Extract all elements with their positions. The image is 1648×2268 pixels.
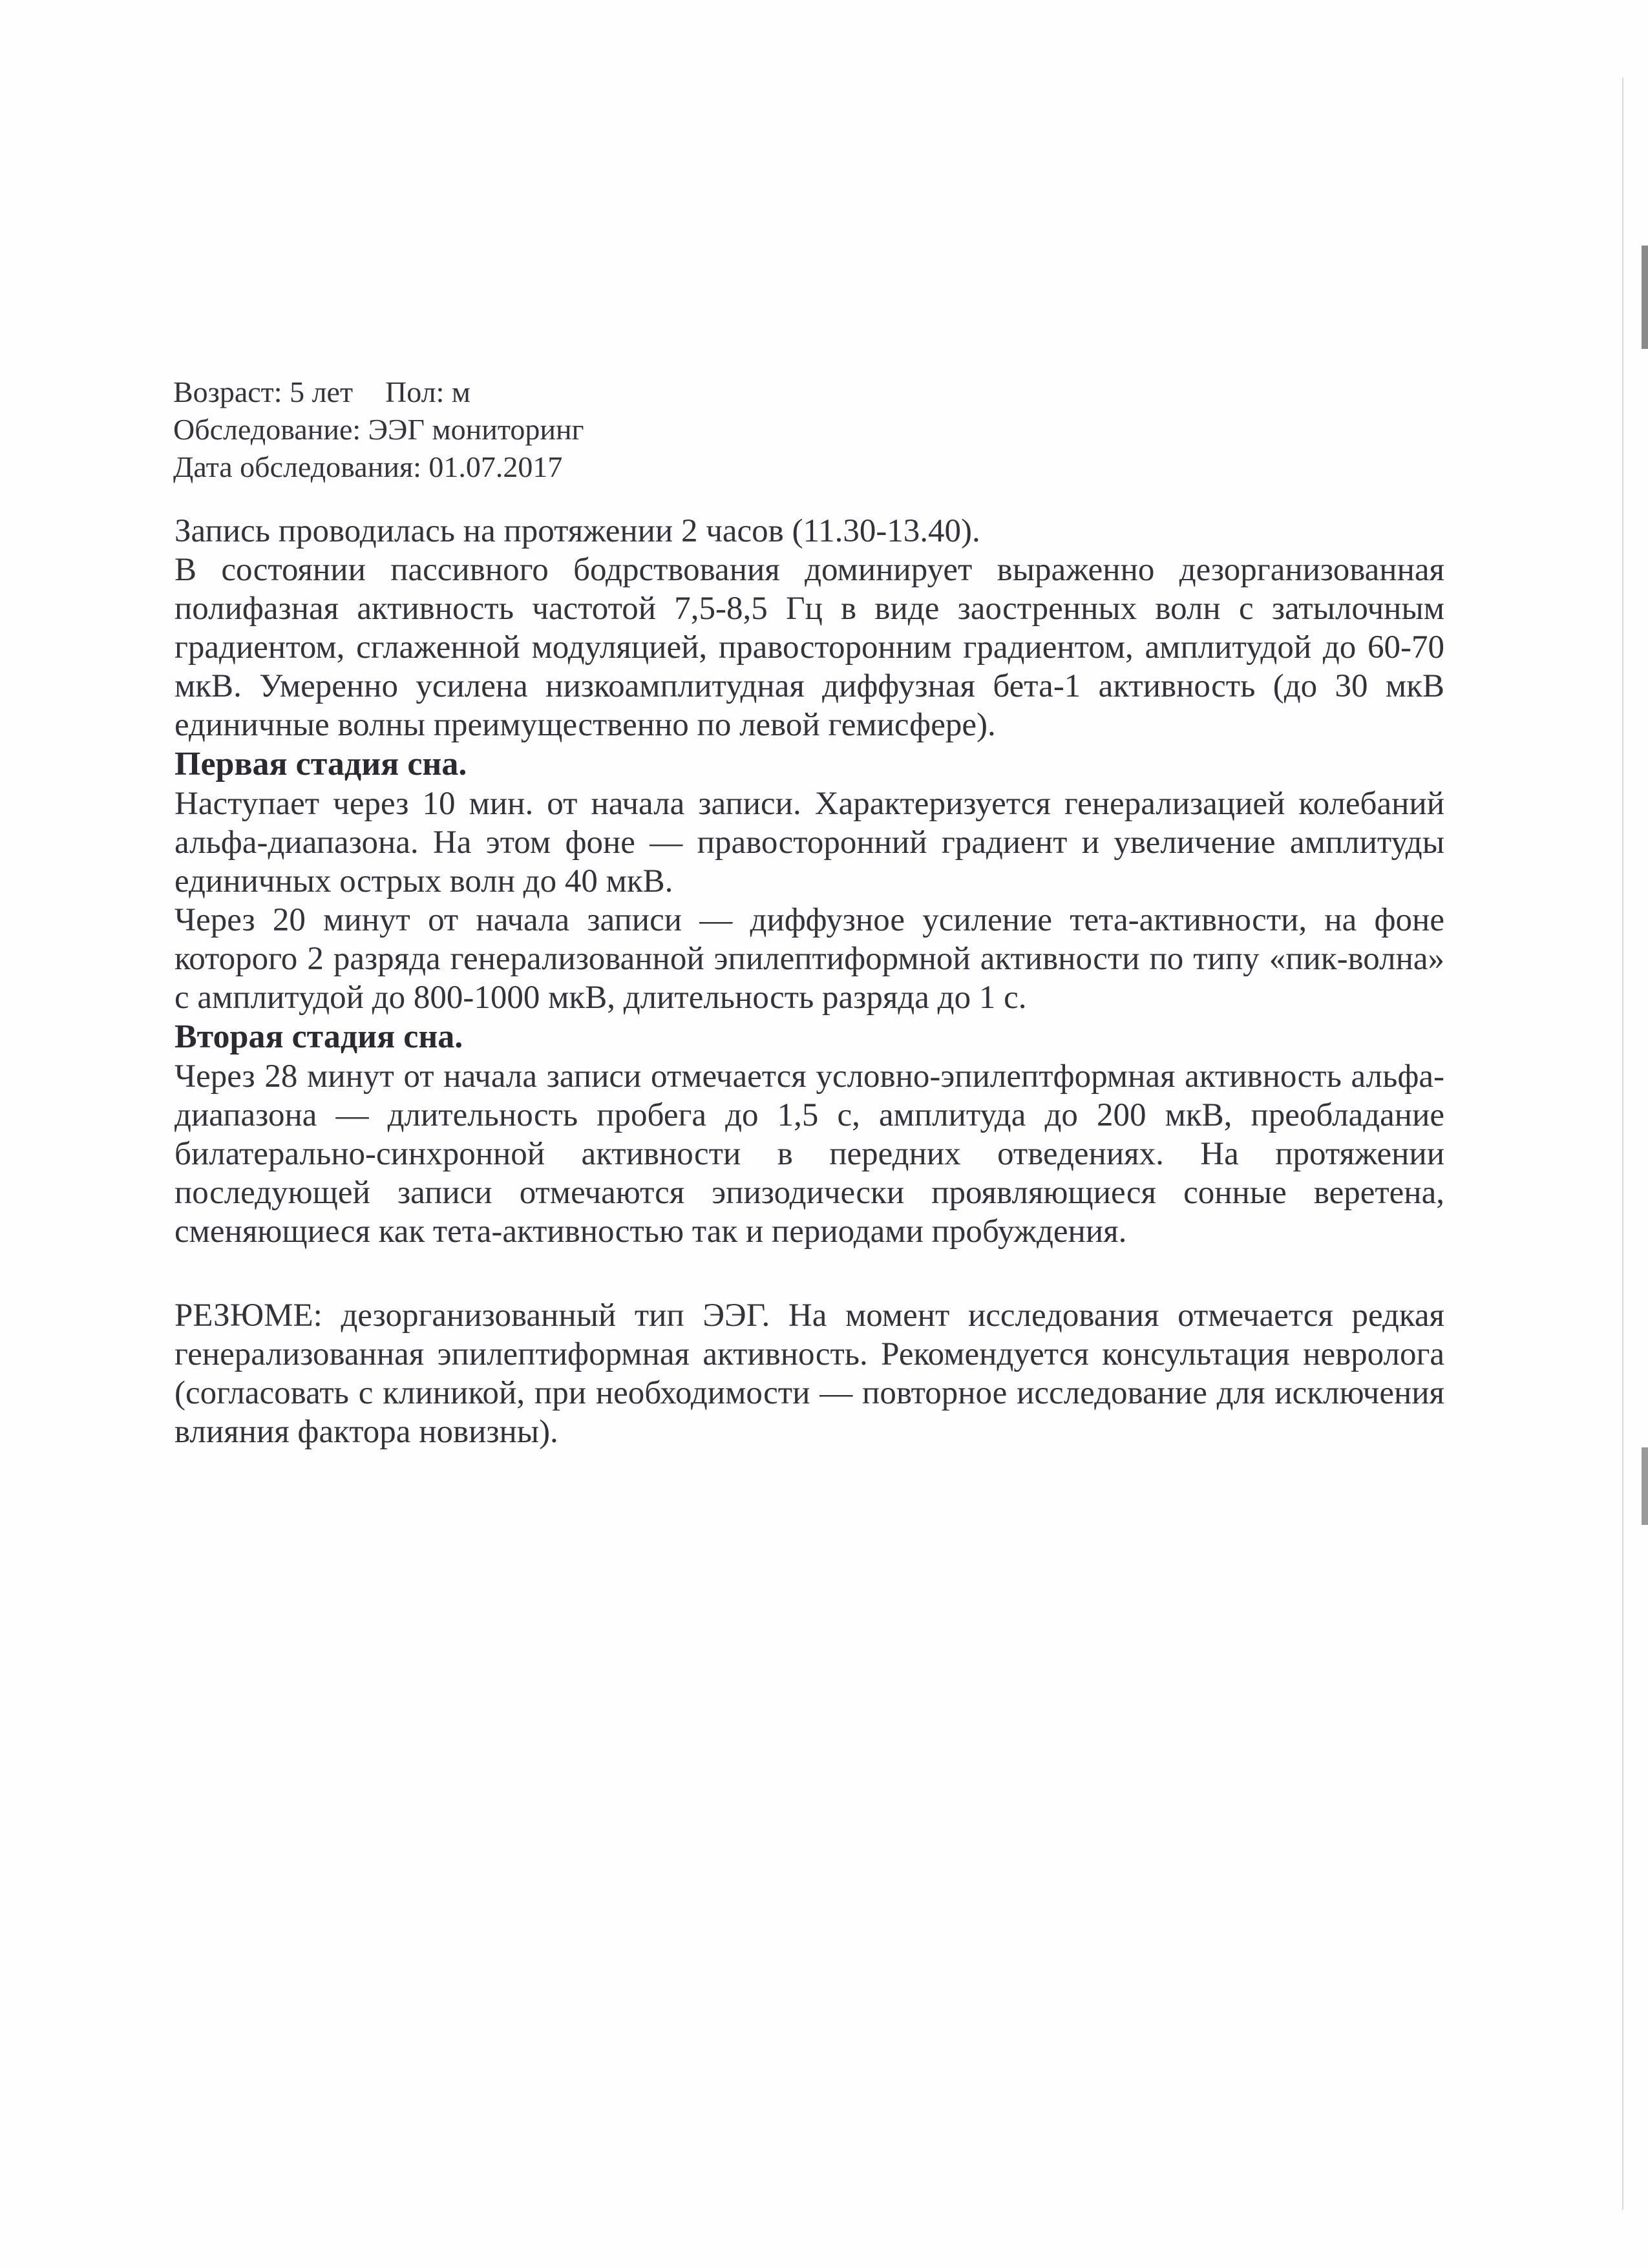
stage2-paragraph: Через 28 минут от начала записи отмечается условно-эпилептформная активность альфа-диапазона — длительность пробега до 1,5 с, амплитуда до 200 мкВ, преобладание билатерально-синхронной активности в передних отведениях. На протяжении последующей записи отмечаются эпизодически проявляющиеся сонные веретена, сменяющиеся как тета-активностью так и периодами пробуждения. xyxy=(174,1058,1444,1250)
scanner-mark xyxy=(1642,246,1648,349)
wakefulness-paragraph: В состоянии пассивного бодрствования доминирует выраженно дезорганизованная полифазная активность частотой 7,5-8,5 Гц в виде заостренных волн с затылочным градиентом, сглаженной модуляцией, правосторонним градиентом, амплитудой до 60-70 мкВ. Умеренно усилена низкоамплитудная диффузная бета-1 активность (до 30 мкВ единичные волны преимущественно по левой гемисфере). xyxy=(174,552,1444,743)
stage1-paragraph-2: Через 20 минут от начала записи — диффузное усиление тета-активности, на фоне которого 2 разряда генерализованной эпилептиформной активности по типу «пик-волна» с амплитудой до 800-1000 мкВ, длительность разряда до 1 с. xyxy=(174,902,1444,1016)
patient-age: Возраст: 5 лет xyxy=(173,375,354,408)
resume-paragraph: РЕЗЮМЕ: дезорганизованный тип ЭЭГ. На момент исследования отмечается редкая генерализованная эпилептиформная активность. Рекомендуется консультация невролога (согласовать с клиникой, при необходимости — повторное исследование для исключения влияния фактора новизны). xyxy=(174,1297,1444,1450)
report-body xyxy=(174,512,1444,1451)
exam-date: Дата обследования: 01.07.2017 xyxy=(173,450,563,483)
exam-type: Обследование: ЭЭГ мониторинг xyxy=(173,413,584,446)
stage2-heading: Вторая стадия сна. xyxy=(174,1018,463,1055)
patient-header xyxy=(173,373,1078,486)
scanner-mark xyxy=(1642,1447,1648,1525)
patient-sex: Пол: м xyxy=(385,375,471,408)
stage1-heading: Первая стадия сна. xyxy=(174,746,467,782)
header-line-age-sex xyxy=(173,373,1078,411)
recording-duration: Запись проводилась на протяжении 2 часов (11.30-13.40). xyxy=(174,513,980,549)
stage1-paragraph-1: Наступает через 10 мин. от начала записи. Характеризуется генерализацией колебаний альфа-диапазона. На этом фоне — правосторонний градиент и увеличение амплитуды единичных острых волн до 40 мкВ. xyxy=(174,786,1444,899)
scanner-edge-line xyxy=(1622,78,1623,2210)
